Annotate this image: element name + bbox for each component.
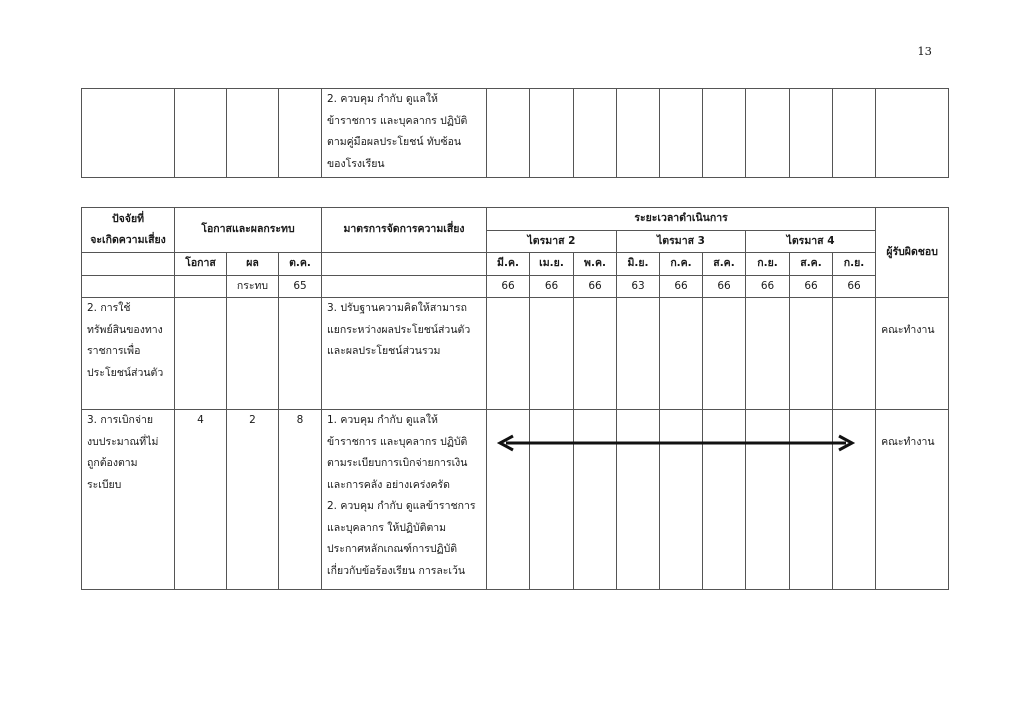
header-month: ก.ค. [660, 253, 703, 276]
impact-cell: 2 [227, 410, 279, 590]
header-timeframe: ระยะเวลาดำเนินการ [487, 208, 876, 231]
table-row [82, 298, 949, 410]
risk-table [81, 207, 949, 590]
header-year: 66 [833, 275, 876, 298]
table-row [82, 410, 949, 590]
header-impact: ผล [227, 253, 279, 276]
impact-cell [227, 298, 279, 410]
opportunity-cell [175, 298, 227, 410]
measures-cell: 1. ควบคุม กำกับ ดูแลให้ ข้าราชการ และบุคลากร ปฏิบัติ ตามระเบียบการเบิกจ่ายการเงิน และการคลัง อย่างเคร่งครัด 2. ควบคุม กำกับ ดูแลข้าราชการ และบุคลากร ให้ปฏิบัติตาม ประกาศหลักเกณฑ์การปฏิบัติ เกี่ยวกับข้อร้องเรียน การละเว้น [322, 410, 487, 590]
responsible-cell: คณะทำงาน [876, 410, 949, 590]
level-cell [279, 298, 322, 410]
page-number: 13 [917, 44, 932, 58]
responsible-cell: คณะทำงาน [876, 298, 949, 410]
header-factor: ปัจจัยที่ จะเกิดความเสี่ยง [82, 208, 175, 253]
header-month: เม.ย. [530, 253, 574, 276]
header-year: 66 [746, 275, 790, 298]
header-month: ส.ค. [703, 253, 746, 276]
header-row-1 [82, 208, 949, 231]
factor-cell: 2. การใช้ ทรัพย์สินของทาง ราชการเพื่อ ประโยชน์ส่วนตัว [82, 298, 175, 410]
opportunity-cell: 4 [175, 410, 227, 590]
header-year: 66 [530, 275, 574, 298]
header-opportunity-impact: โอกาสและผลกระทบ [175, 208, 322, 253]
header-row-3 [82, 253, 949, 276]
header-month: มี.ค. [487, 253, 530, 276]
header-month: พ.ค. [574, 253, 617, 276]
measures-cell: 3. ปรับฐานความคิดให้สามารถ แยกระหว่างผลประโยชน์ส่วนตัว และผลประโยชน์ส่วนรวม [322, 298, 487, 410]
header-month: ก.ย. [833, 253, 876, 276]
level-cell: 8 [279, 410, 322, 590]
header-year: 66 [703, 275, 746, 298]
header-year: 66 [487, 275, 530, 298]
header-year: 66 [660, 275, 703, 298]
factor-cell: 3. การเบิกจ่าย งบประมาณที่ไม่ ถูกต้องตาม ระเบียบ [82, 410, 175, 590]
header-responsible: ผู้รับผิดชอบ [876, 208, 949, 298]
header-quarter-4: ไตรมาส 4 [746, 230, 876, 253]
header-year: 66 [574, 275, 617, 298]
factor-cell [82, 89, 175, 178]
header-impact-2: กระทบ [227, 275, 279, 298]
header-month: ส.ค. [790, 253, 833, 276]
continuation-table [81, 88, 949, 178]
continuation-row [82, 89, 949, 178]
header-quarter-2: ไตรมาส 2 [487, 230, 617, 253]
header-year: 63 [617, 275, 660, 298]
header-opportunity: โอกาส [175, 253, 227, 276]
header-row-4 [82, 275, 949, 298]
header-dec: ต.ค. [279, 253, 322, 276]
header-month: ก.ย. [746, 253, 790, 276]
measures-cell: 2. ควบคุม กำกับ ดูแลให้ ข้าราชการ และบุคลากร ปฏิบัติ ตามคู่มือผลประโยชน์ ทับซ้อน ของโรงเรียน [322, 89, 487, 178]
header-month: มิ.ย. [617, 253, 660, 276]
header-quarter-3: ไตรมาส 3 [617, 230, 746, 253]
header-dec-year: 65 [279, 275, 322, 298]
header-measures: มาตรการจัดการความเสี่ยง [322, 208, 487, 253]
header-year: 66 [790, 275, 833, 298]
